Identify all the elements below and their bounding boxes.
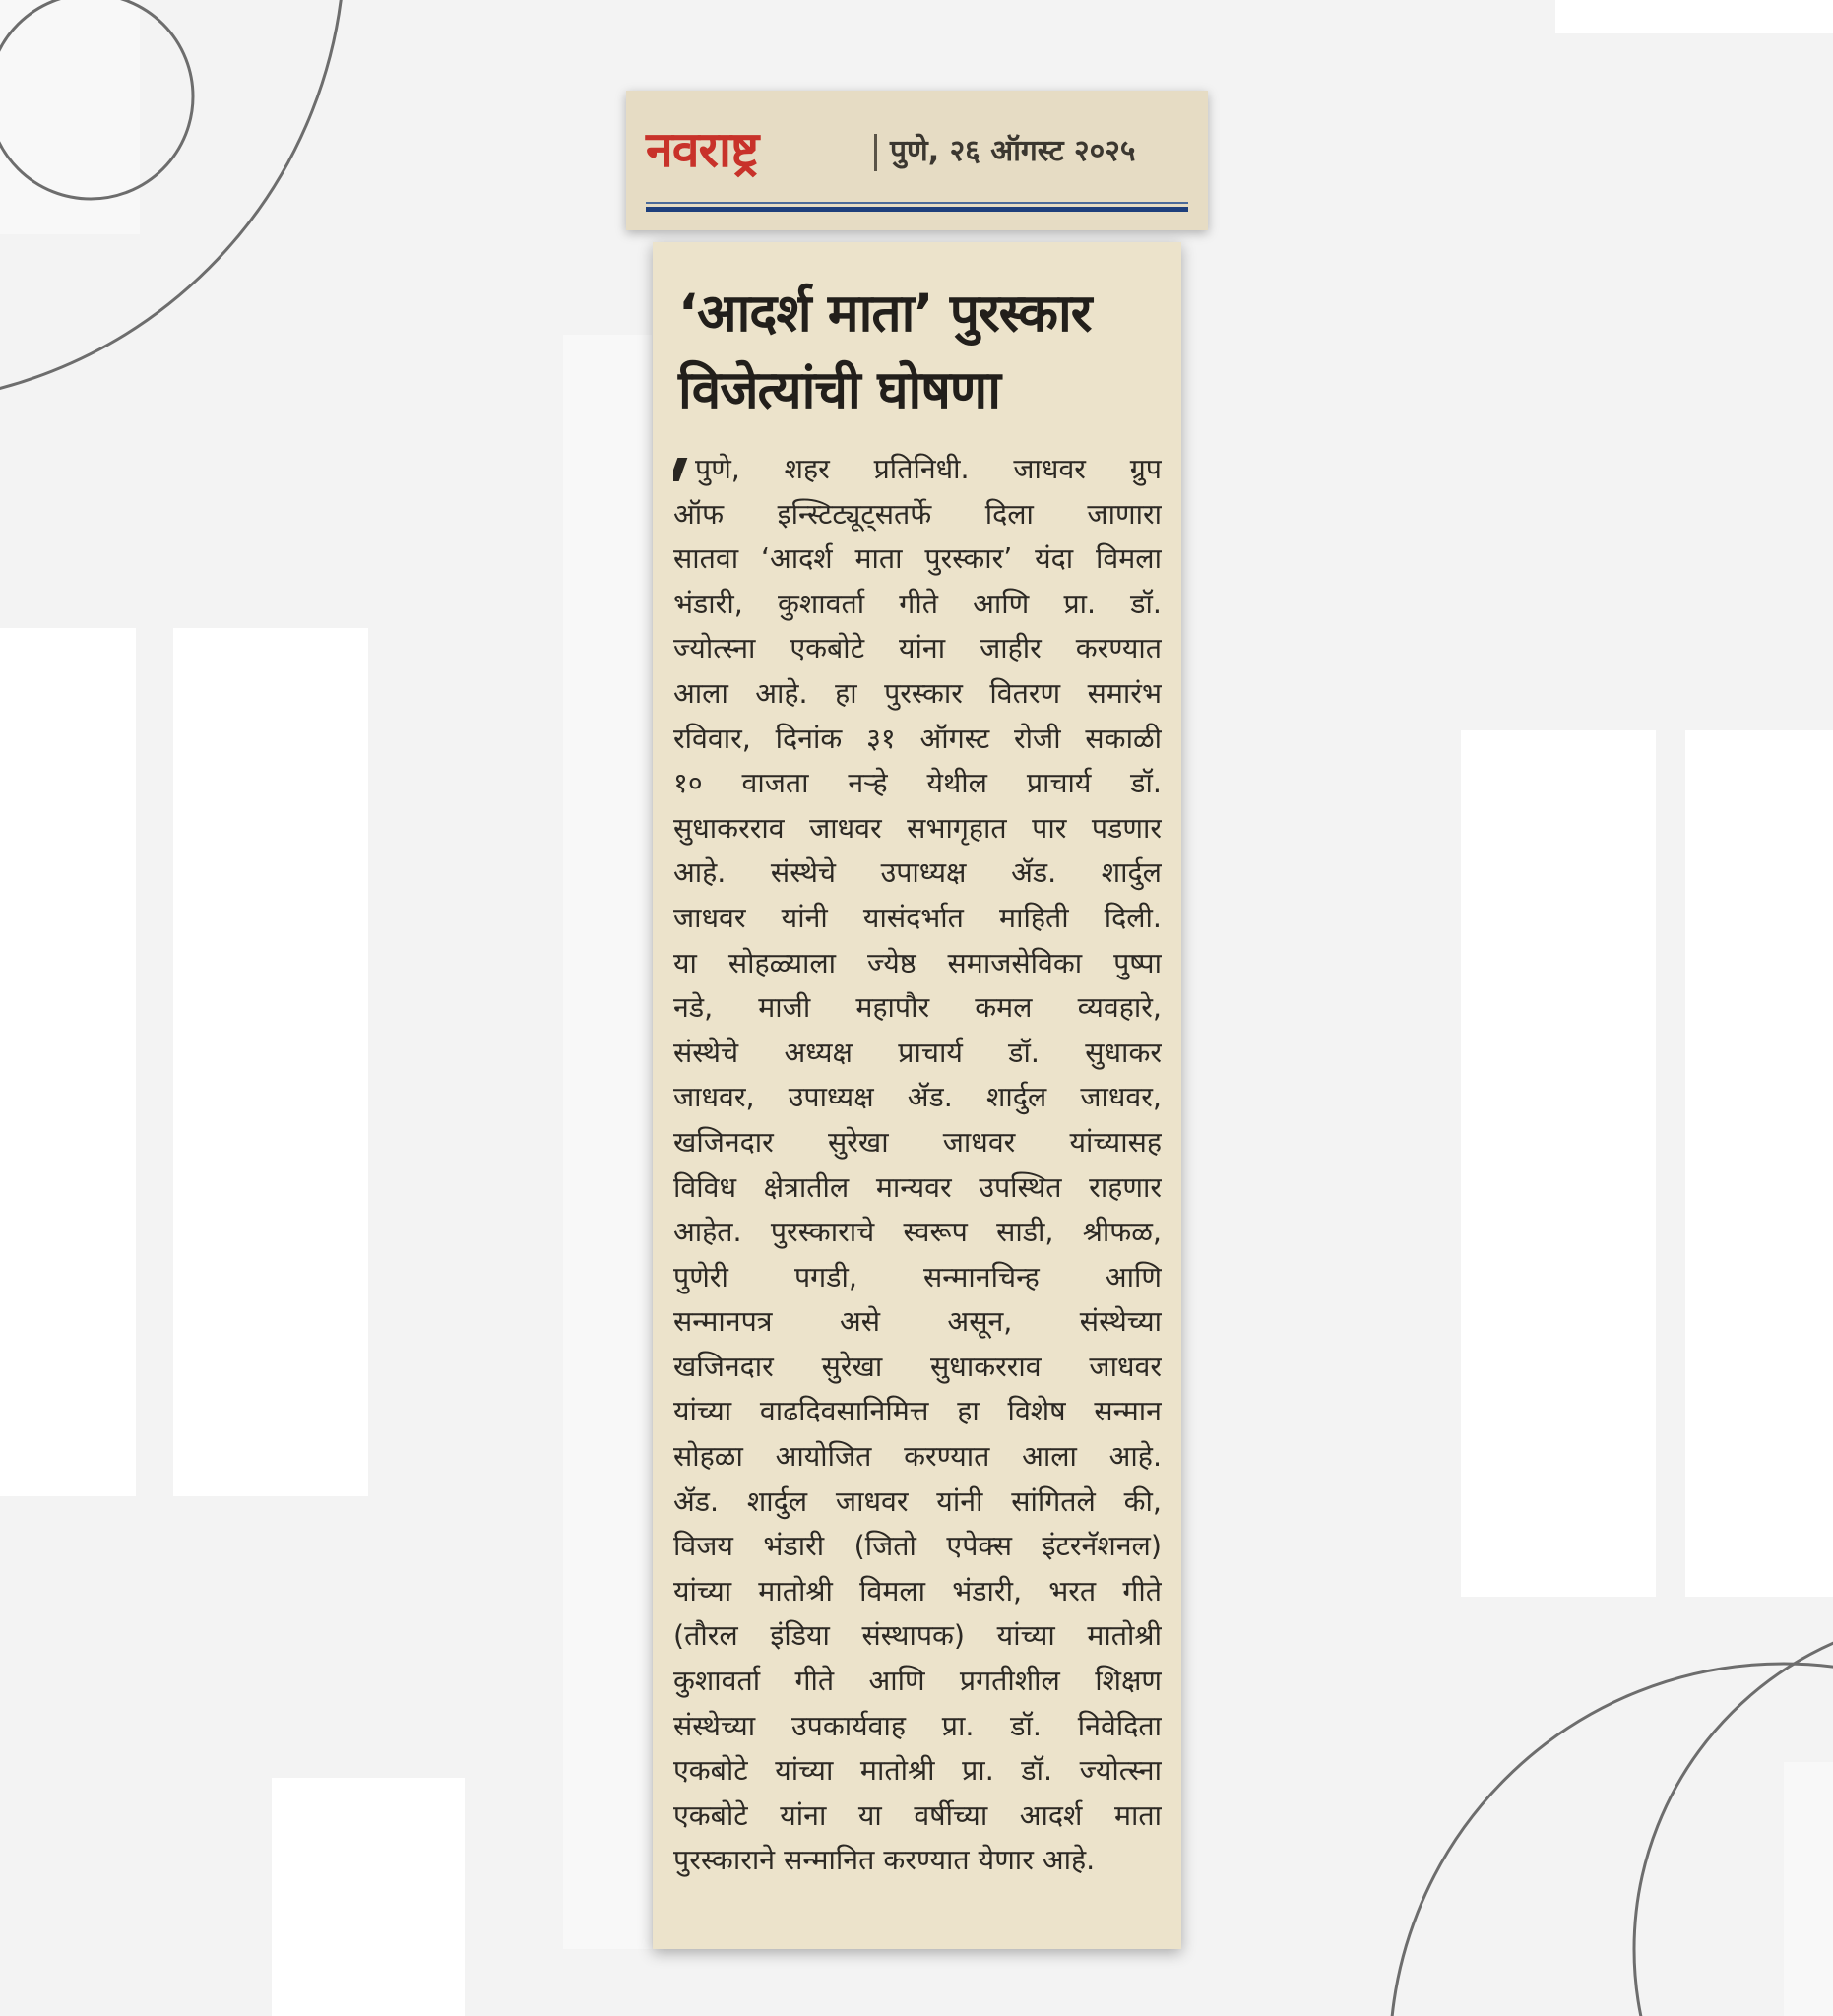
newspaper-masthead [626, 91, 1208, 230]
article-line-text: कुशावर्ता गीते आणि प्रगतीशील शिक्षण [673, 1665, 1162, 1698]
article-line [673, 1255, 1162, 1300]
article-line-text: ऑफ इन्स्टिट्यूट्सतर्फे दिला जाणारा [673, 497, 1162, 531]
article-line-text: सन्मानपत्र असे असून, संस्थेच्या [673, 1305, 1162, 1339]
article-line [673, 1389, 1162, 1434]
newspaper-logo: नवराष्ट्र [646, 121, 759, 178]
article-line-text: रविवार, दिनांक ३१ ऑगस्ट रोजी सकाळी [673, 722, 1162, 755]
article-line [673, 1613, 1162, 1659]
article-line [673, 626, 1162, 671]
news-clipping [653, 242, 1181, 1949]
article-line-text: खजिनदार सुरेखा जाधवर यांच्यासह [673, 1125, 1162, 1159]
article-line [673, 761, 1162, 806]
article-body [673, 447, 1162, 1883]
article-line [673, 1434, 1162, 1480]
article-line [673, 671, 1162, 717]
article-line-text: ज्योत्स्ना एकबोटे यांना जाहीर करण्यात [673, 632, 1162, 665]
article-headline [678, 276, 1170, 429]
article-line [673, 941, 1162, 986]
article-line-text: पुरस्काराने सन्मानित करण्यात येणार आहे. [673, 1844, 1096, 1877]
headline-line: विजेत्यांची घोषणा [678, 360, 1000, 420]
article-line [673, 1794, 1162, 1839]
article-line-text: या सोहळ्याला ज्येष्ठ समाजसेविका पुष्पा [673, 946, 1162, 979]
article-line [673, 1524, 1162, 1569]
article-line-text: नडे, माजी महापौर कमल व्यवहारे, [673, 991, 1162, 1025]
article-line-text: पुणे, शहर प्रतिनिधी. जाधवर ग्रुप [695, 453, 1162, 485]
article-line-text: भंडारी, कुशावर्ता गीते आणि प्रा. डॉ. [673, 587, 1162, 620]
article-line [673, 1166, 1162, 1211]
article-line [673, 985, 1162, 1031]
article-line [673, 582, 1162, 627]
article-line [673, 447, 1162, 492]
article-line-text: सोहळा आयोजित करण्यात आला आहे. [673, 1440, 1162, 1474]
article-line-text: यांच्या वाढदिवसानिमित्त हा विशेष सन्मान [673, 1395, 1162, 1428]
article-line [673, 1210, 1162, 1255]
article-line-text: जाधवर यांनी यासंदर्भात माहिती दिली. [673, 901, 1162, 934]
headline-line: ‘आदर्श माता’ पुरस्कार [678, 284, 1092, 344]
article-line [673, 1838, 1162, 1883]
article-line-text: १० वाजता नऱ्हे येथील प्राचार्य डॉ. [673, 767, 1162, 800]
article-line-text: पुणेरी पगडी, सन्मानचिन्ह आणि [673, 1260, 1162, 1293]
article-line [673, 1704, 1162, 1749]
article-line [673, 1480, 1162, 1525]
article-line [673, 1659, 1162, 1704]
article-line-text: सातवा ‘आदर्श माता पुरस्कार’ यंदा विमला [673, 542, 1162, 576]
article-line [673, 1031, 1162, 1076]
article-line-text: यांच्या मातोश्री विमला भंडारी, भरत गीते [673, 1574, 1162, 1607]
article-line-text: विविध क्षेत्रातील मान्यवर उपस्थित राहणार [673, 1170, 1162, 1204]
article-line-text: जाधवर, उपाध्यक्ष ॲड. शार्दुल जाधवर, [673, 1081, 1162, 1114]
deco-circle-top-left-a [0, 0, 193, 199]
article-line-text: सुधाकरराव जाधवर सभागृहात पार पडणार [673, 811, 1162, 845]
deco-circle-bottom-right-b [1634, 1614, 1833, 2016]
article-line [673, 1569, 1162, 1614]
article-line-text: संस्थेच्या उपकार्यवाह प्रा. डॉ. निवेदिता [673, 1709, 1162, 1742]
article-line-text: संस्थेचे अध्यक्ष प्राचार्य डॉ. सुधाकर [673, 1036, 1162, 1069]
masthead-dateline: पुणे, २६ ऑगस्ट २०२५ [890, 134, 1136, 168]
article-line [673, 1345, 1162, 1390]
masthead-separator [874, 134, 877, 171]
article-line-text: एकबोटे यांना या वर्षीच्या आदर्श माता [673, 1798, 1162, 1832]
article-line-text: विजय भंडारी (जितो एपेक्स इंटरनॅशनल) [673, 1530, 1162, 1563]
article-line [673, 536, 1162, 582]
article-line [673, 1748, 1162, 1794]
masthead-rule-thin [646, 202, 1188, 204]
article-line [673, 1120, 1162, 1166]
article-line-text: (तौरल इंडिया संस्थापक) यांच्या मातोश्री [673, 1619, 1162, 1653]
article-line [673, 1299, 1162, 1345]
article-line [673, 850, 1162, 896]
article-line-text: आहेत. पुरस्काराचे स्वरूप साडी, श्रीफळ, [673, 1216, 1162, 1249]
masthead-rule-thick [646, 207, 1188, 212]
article-line [673, 717, 1162, 762]
article-line-text: आहे. संस्थेचे उपाध्यक्ष ॲड. शार्दुल [673, 856, 1162, 890]
article-line-text: ॲड. शार्दुल जाधवर यांनी सांगितले की, [673, 1484, 1162, 1518]
article-line [673, 1075, 1162, 1120]
article-line-text: एकबोटे यांच्या मातोश्री प्रा. डॉ. ज्योत्स्ना [673, 1754, 1162, 1788]
article-line-text: आला आहे. हा पुरस्कार वितरण समारंभ [673, 676, 1162, 710]
dateline-bullet-icon [673, 458, 687, 481]
deco-circle-bottom-right-a [1390, 1664, 1833, 2016]
deco-circle-top-left-b [0, 0, 345, 404]
article-line [673, 896, 1162, 941]
article-line-text: खजिनदार सुरेखा सुधाकरराव जाधवर [673, 1350, 1162, 1383]
article-line [673, 492, 1162, 537]
article-line [673, 806, 1162, 851]
